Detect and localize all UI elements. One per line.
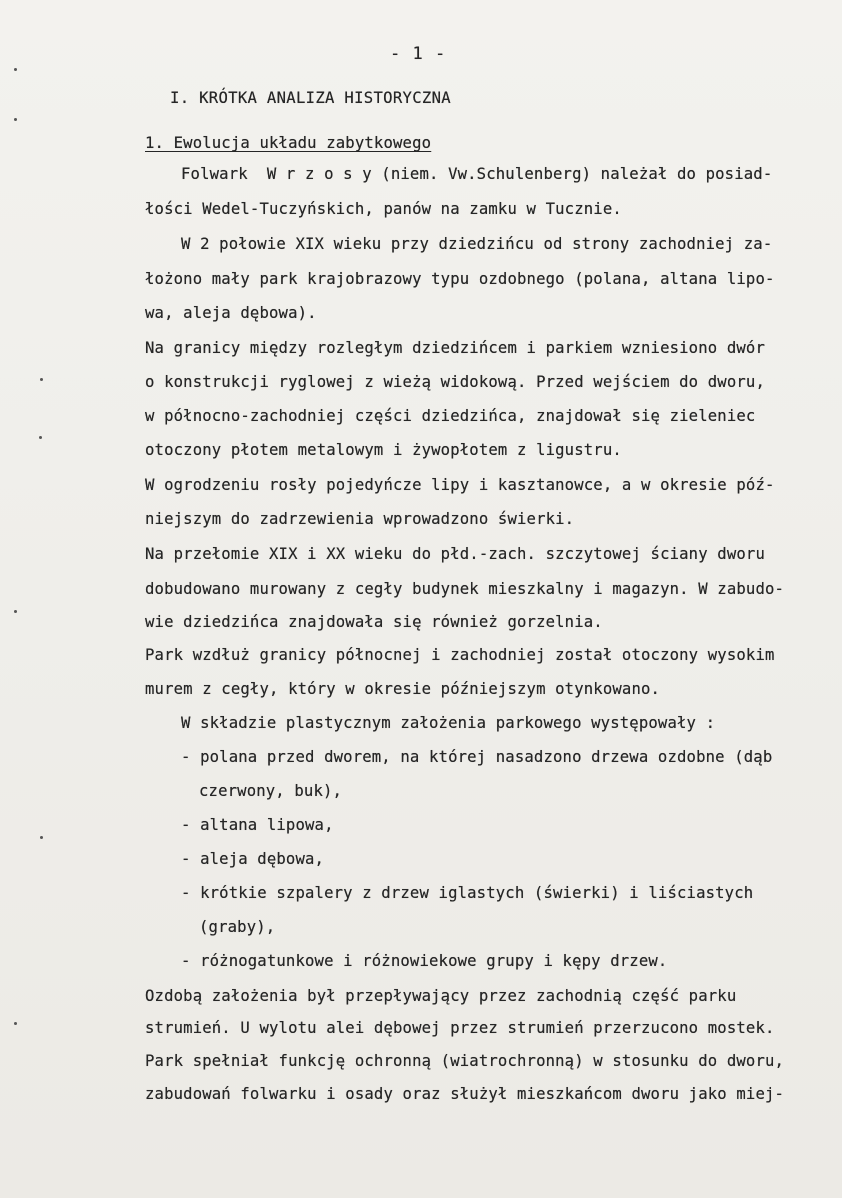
list-item: (graby), <box>199 918 276 936</box>
body-line: strumień. U wylotu alei dębowej przez strumień przerzucono mostek. <box>145 1019 775 1037</box>
punch-mark <box>14 1022 17 1025</box>
body-line: o konstrukcji ryglowej z wieżą widokową. Przed wejściem do dworu, <box>145 373 765 391</box>
punch-mark <box>40 836 43 839</box>
punch-mark <box>40 378 43 381</box>
punch-mark <box>14 68 17 71</box>
body-line: wie dziedzińca znajdowała się również gorzelnia. <box>145 613 603 631</box>
body-line: Na przełomie XIX i XX wieku do płd.-zach. szczytowej ściany dworu <box>145 545 765 563</box>
punch-mark <box>14 118 17 121</box>
body-line: Folwark W r z o s y (niem. Vw.Schulenberg) należał do posiad- <box>181 165 773 183</box>
body-line: Park wzdłuż granicy północnej i zachodniej został otoczony wysokim <box>145 646 775 664</box>
body-line: wa, aleja dębowa). <box>145 304 317 322</box>
body-line: murem z cegły, który w okresie późniejszym otynkowano. <box>145 680 661 698</box>
body-line: dobudowano murowany z cegły budynek mieszkalny i magazyn. W zabudo- <box>145 580 785 598</box>
body-line: łożono mały park krajobrazowy typu ozdobnego (polana, altana lipo- <box>145 270 775 288</box>
list-item: - polana przed dworem, na której nasadzono drzewa ozdobne (dąb <box>181 748 773 766</box>
subsection-title: 1. Ewolucja układu zabytkowego <box>145 134 432 152</box>
body-line: Ozdobą założenia był przepływający przez zachodnią część parku <box>145 987 737 1005</box>
punch-mark <box>39 436 42 439</box>
body-line: Na granicy między rozległym dziedzińcem i parkiem wzniesiono dwór <box>145 339 765 357</box>
body-line: otoczony płotem metalowym i żywopłotem z ligustru. <box>145 441 622 459</box>
list-item: - krótkie szpalery z drzew iglastych (świerki) i liściastych <box>181 884 754 902</box>
body-line: W ogrodzeniu rosły pojedyńcze lipy i kasztanowce, a w okresie póź- <box>145 476 775 494</box>
body-line: łości Wedel-Tuczyńskich, panów na zamku w Tucznie. <box>145 200 622 218</box>
body-line: W składzie plastycznym założenia parkowego występowały : <box>181 714 716 732</box>
page-number: - 1 - <box>390 44 447 64</box>
section-title: I. KRÓTKA ANALIZA HISTORYCZNA <box>170 89 451 107</box>
body-line: W 2 połowie XIX wieku przy dziedzińcu od strony zachodniej za- <box>181 235 773 253</box>
list-item: - różnogatunkowe i różnowiekowe grupy i kępy drzew. <box>181 952 668 970</box>
list-item: czerwony, buk), <box>199 782 343 800</box>
body-line: Park spełniał funkcję ochronną (wiatrochronną) w stosunku do dworu, <box>145 1052 785 1070</box>
list-item: - aleja dębowa, <box>181 850 325 868</box>
body-line: zabudowań folwarku i osady oraz służył mieszkańcom dworu jako miej- <box>145 1085 785 1103</box>
body-line: niejszym do zadrzewienia wprowadzono świerki. <box>145 510 575 528</box>
body-line: w północno-zachodniej części dziedzińca, znajdował się zieleniec <box>145 407 756 425</box>
list-item: - altana lipowa, <box>181 816 334 834</box>
punch-mark <box>14 610 17 613</box>
